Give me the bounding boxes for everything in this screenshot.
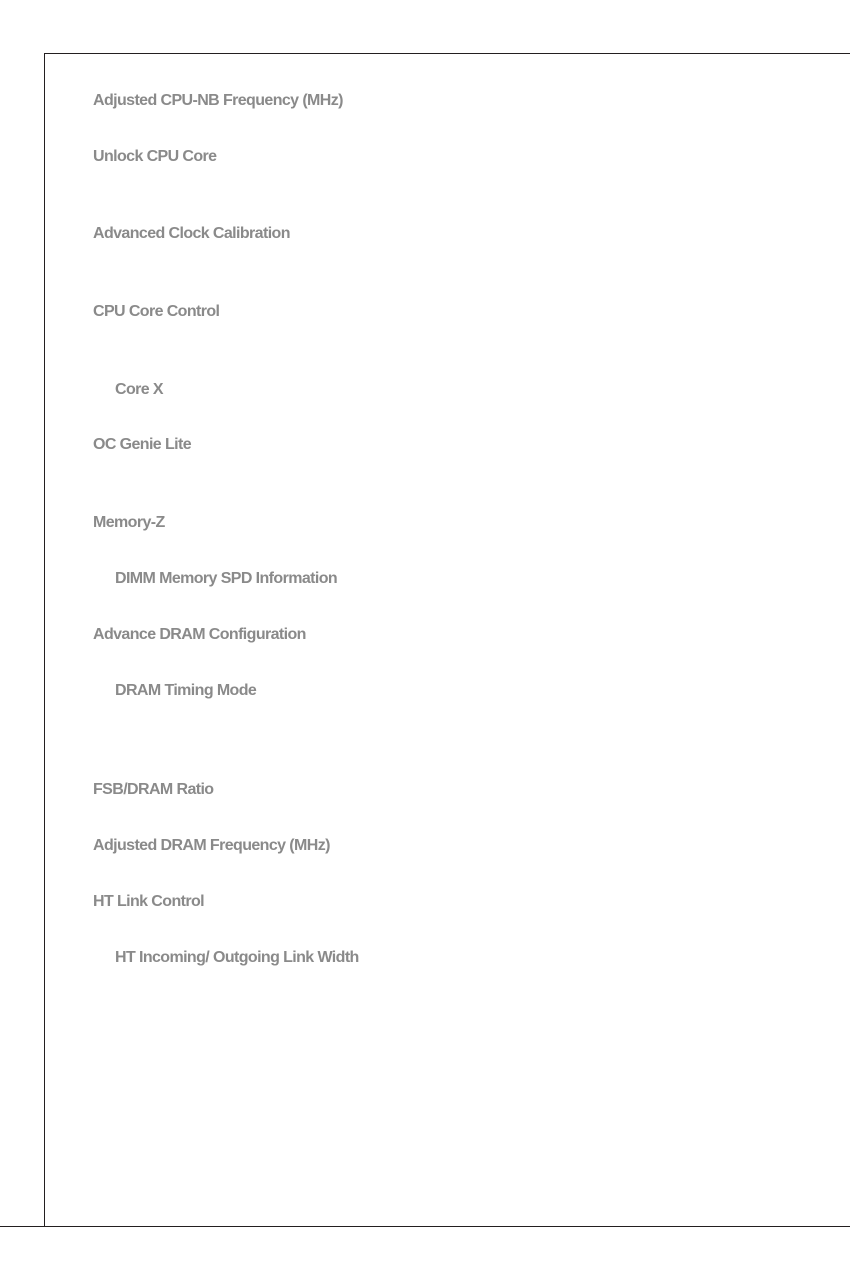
item-core-x: Core X [115, 381, 163, 398]
item-cpu-core-control: CPU Core Control [93, 303, 220, 320]
item-fsb-dram-ratio: FSB/DRAM Ratio [93, 781, 214, 798]
item-oc-genie-lite: OC Genie Lite [93, 436, 191, 453]
page-border-bottom [0, 1226, 850, 1227]
item-ht-incoming-outgoing-link-width: HT Incoming/ Outgoing Link Width [115, 949, 359, 966]
item-adjusted-cpu-nb-frequency: Adjusted CPU-NB Frequency (MHz) [93, 92, 343, 109]
page-border-left [44, 53, 45, 1227]
item-ht-link-control: HT Link Control [93, 893, 204, 910]
item-unlock-cpu-core: Unlock CPU Core [93, 148, 217, 165]
item-advance-dram-configuration: Advance DRAM Configuration [93, 626, 306, 643]
item-adjusted-dram-frequency: Adjusted DRAM Frequency (MHz) [93, 837, 330, 854]
page-border-top [44, 53, 850, 54]
item-advanced-clock-calibration: Advanced Clock Calibration [93, 225, 290, 242]
item-dimm-memory-spd-information: DIMM Memory SPD Information [115, 570, 338, 587]
item-dram-timing-mode: DRAM Timing Mode [115, 682, 257, 699]
item-memory-z: Memory-Z [93, 514, 165, 531]
